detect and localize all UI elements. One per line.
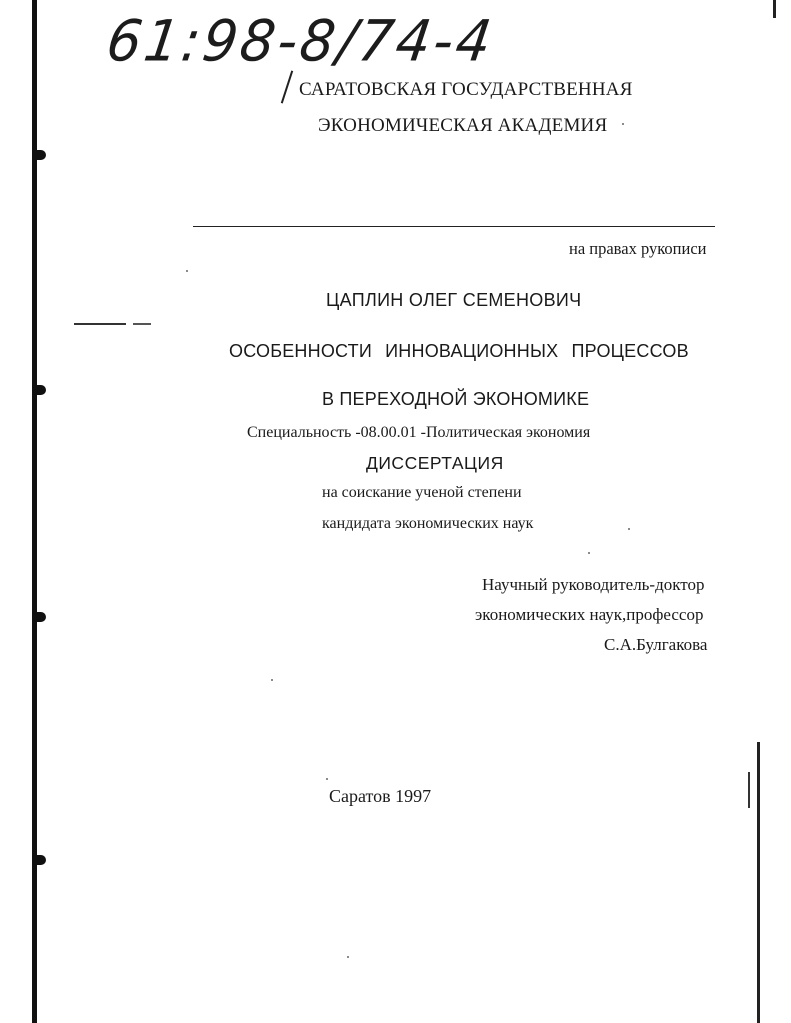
manuscript-rights-note: на правах рукописи — [569, 239, 707, 258]
binding-hole-mark — [37, 150, 46, 160]
handwritten-archive-code: 61:98-8/74-4 — [102, 8, 499, 75]
scan-speck — [628, 528, 630, 530]
author-name: ЦАПЛИН ОЛЕГ СЕМЕНОВИЧ — [326, 290, 582, 310]
scan-edge-mark — [757, 742, 760, 1023]
city-year: Саратов 1997 — [329, 786, 432, 806]
dissertation-title-line-2: В ПЕРЕХОДНОЙ ЭКОНОМИКЕ — [322, 389, 590, 409]
scan-artifact-dash — [74, 323, 126, 325]
dissertation-title-line-1: ОСОБЕННОСТИ ИННОВАЦИОННЫХ ПРОЦЕССОВ — [229, 341, 689, 361]
specialty-line: Специальность -08.00.01 -Политическая экономия — [247, 424, 591, 441]
organization-line-1: САРАТОВСКАЯ ГОСУДАРСТВЕННАЯ — [299, 79, 633, 100]
scan-speck — [326, 778, 328, 780]
scan-speck — [588, 552, 590, 554]
scan-speck — [271, 679, 273, 681]
header-divider — [193, 226, 715, 227]
handwritten-stroke — [281, 71, 293, 104]
scan-speck — [186, 270, 188, 272]
scan-edge-mark — [773, 0, 776, 18]
supervisor-line-1: Научный руководитель-доктор — [482, 575, 705, 594]
scan-artifact-dash — [133, 323, 151, 325]
scan-edge-mark — [748, 772, 750, 808]
binding-hole-mark — [37, 612, 46, 622]
binding-hole-mark — [37, 385, 46, 395]
scan-speck — [622, 123, 624, 125]
work-type-heading: ДИССЕРТАЦИЯ — [366, 453, 504, 473]
degree-line-1: на соискание ученой степени — [322, 484, 522, 501]
degree-line-2: кандидата экономических наук — [322, 515, 534, 532]
supervisor-name: С.А.Булгакова — [604, 635, 708, 654]
organization-line-2: ЭКОНОМИЧЕСКАЯ АКАДЕМИЯ — [318, 115, 608, 136]
scan-speck — [347, 956, 349, 958]
supervisor-line-2: экономических наук,профессор — [475, 605, 704, 624]
binding-hole-mark — [37, 855, 46, 865]
